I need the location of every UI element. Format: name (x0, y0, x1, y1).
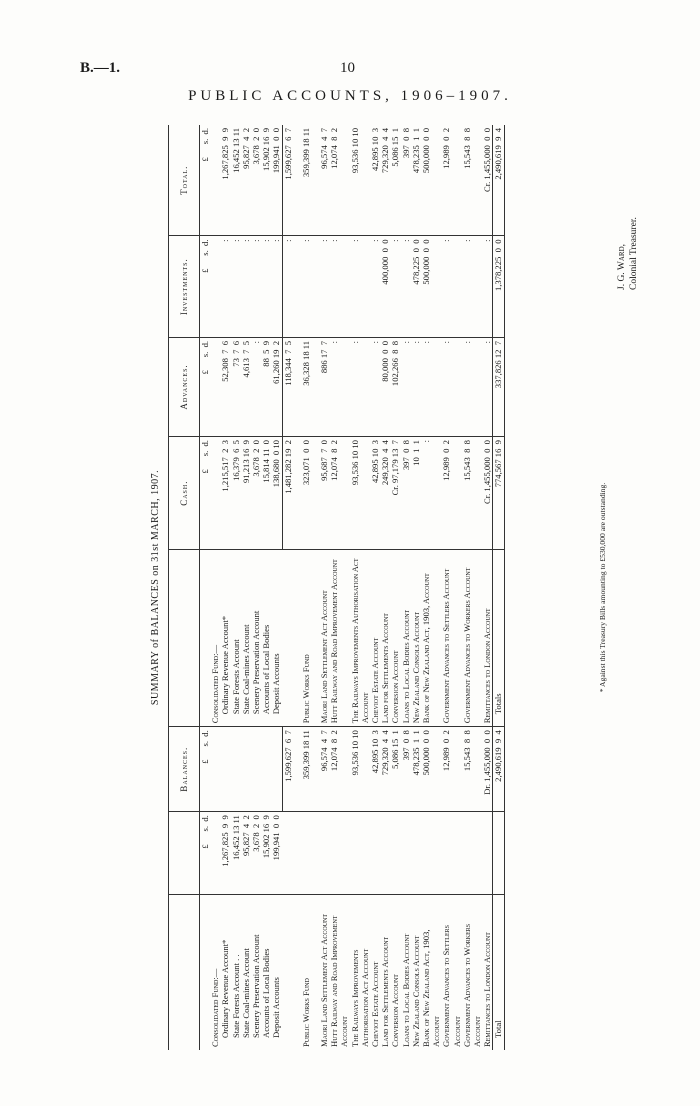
right-total: 397 0 8 (401, 125, 411, 236)
right-total: Cr. 1,455,000 0 0 (482, 125, 493, 236)
units-a: £ s. d. (200, 812, 211, 895)
account-row (421, 125, 441, 1050)
right-investments: : (441, 236, 461, 337)
left-account-balance: 500,000 0 0 (421, 727, 441, 812)
right-totals-label: Totals (493, 550, 504, 727)
right-account-label: Bank of New Zealand Act, 1903, Account (421, 550, 441, 727)
right-consolidated-label: Scenery Preservation Account (251, 550, 261, 727)
right-advances: : (411, 337, 421, 436)
left-balance-empty (261, 727, 271, 812)
right-total: 1,267,825 9 9 (220, 125, 230, 236)
account-row (390, 125, 400, 1050)
account-row (462, 125, 482, 1050)
right-advances: : (462, 337, 482, 436)
right-total: 12,989 0 2 (441, 125, 461, 236)
consolidated-row (261, 125, 271, 1050)
right-consolidated-label: Ordinary Revenue Account* (220, 550, 230, 727)
right-total: 42,895 10 3 (370, 125, 380, 236)
right-cash: Cr. 97,179 13 7 (390, 437, 400, 550)
right-advances: 61,260 19 2 (271, 337, 282, 436)
left-a-empty (482, 812, 493, 895)
left-balance-empty (220, 727, 230, 812)
right-advances: : (421, 337, 441, 436)
account-row (319, 125, 329, 1050)
right-total-cash: 774,567 16 9 (493, 437, 504, 550)
right-cash: 138,680 0 10 (271, 437, 282, 550)
left-account-label: Cheviot Estate Account (370, 961, 381, 1047)
account-row (380, 125, 390, 1050)
right-advances: : (441, 337, 461, 436)
right-investments: : (319, 236, 329, 337)
left-a-empty (441, 812, 461, 895)
summary-rotated-page (146, 125, 639, 1050)
right-total: 96,574 4 7 (319, 125, 329, 236)
left-consolidated-label: Deposit Accounts (271, 977, 282, 1038)
right-total: 3,678 2 0 (251, 125, 261, 236)
right-account-label: Remittances to London Account (482, 550, 493, 727)
right-advances: : (401, 337, 411, 436)
left-consolidated-amount: 199,941 0 0 (271, 812, 282, 895)
right-cash: Cr. 1,455,000 0 0 (482, 437, 493, 550)
units-inv: £ s. d. (200, 236, 211, 337)
right-cash: 10 1 1 (411, 437, 421, 550)
units-tot: £ s. d. (200, 125, 211, 236)
left-consolidated-amount: 15,902 16 9 (261, 812, 271, 895)
left-a-empty (350, 812, 370, 895)
right-public-works-cash: 323,071 0 0 (301, 437, 311, 550)
page-header (0, 0, 700, 120)
header-row (169, 125, 200, 1050)
right-cash: 15,814 11 0 (261, 437, 271, 550)
right-consolidated-label: State Coal-mines Account (241, 550, 251, 727)
right-total: 478,235 1 1 (411, 125, 421, 236)
right-investments: : (370, 236, 380, 337)
left-total-label: Total (493, 894, 504, 1050)
right-investments: : (462, 236, 482, 337)
account-row (482, 125, 493, 1050)
right-cash: 12,989 0 2 (441, 437, 461, 550)
left-account-label: Loans to Local Bodies Account (400, 933, 411, 1047)
left-a-empty (319, 812, 329, 895)
right-cash: 249,320 4 4 (380, 437, 390, 550)
consolidated-subtotal-row (282, 125, 293, 1050)
left-account-balance: 397 0 8 (401, 727, 411, 812)
right-investments: 400,000 0 0 (380, 236, 390, 337)
left-account-balance: 15,543 8 8 (462, 727, 482, 812)
left-a-empty (380, 812, 390, 895)
right-consolidated-label: Accounts of Local Bodies (261, 550, 271, 727)
right-public-works-tot: 359,399 18 11 (301, 125, 311, 236)
left-a-empty (421, 812, 441, 895)
right-account-label: The Railways Improvements Authorisation Act Account (350, 550, 370, 727)
right-advances: : (370, 337, 380, 436)
left-account-label: Bank of New Zealand Act, 1903, Account (421, 929, 442, 1047)
right-cash: 12,074 8 2 (329, 437, 349, 550)
other-accounts-rows (319, 125, 493, 1050)
right-account-label: Hutt Railway and Road Improvement Account (329, 550, 349, 727)
summary-title: SUMMARY of BALANCES on 31st MARCH, 1907. (150, 469, 161, 706)
left-a-empty (329, 812, 349, 895)
header-blank-a (169, 812, 200, 895)
footnote: * Against this Treasury Bills amounting to £530,000 are outstanding. (598, 482, 607, 693)
left-balance-empty (241, 727, 251, 812)
left-account-label: Hutt Railway and Road Improvement Account (329, 915, 350, 1047)
right-public-works-label: Public Works Fund (301, 550, 311, 727)
consolidated-row (251, 125, 261, 1050)
left-account-balance: 12,074 8 2 (329, 727, 349, 812)
left-account-balance: 12,989 0 2 (441, 727, 461, 812)
right-investments: : (220, 236, 230, 337)
header-blank-right (169, 550, 200, 727)
right-investments: : (241, 236, 251, 337)
right-investments: : (329, 236, 349, 337)
header-balances: Balances. (169, 727, 200, 812)
left-balance-empty (251, 727, 261, 812)
right-account-label: Loans to Local Bodies Account (401, 550, 411, 727)
right-total: 16,452 13 11 (231, 125, 241, 236)
right-cash: 91,213 16 9 (241, 437, 251, 550)
right-account-label: New Zealand Consols Account (411, 550, 421, 727)
right-cons-total-inv: : (282, 236, 293, 337)
right-cons-total-tot: 1,599,627 6 7 (282, 125, 293, 236)
right-advances: 102,266 8 8 (390, 337, 400, 436)
right-investments: : (390, 236, 400, 337)
public-works-row (301, 125, 311, 1050)
left-a-empty (370, 812, 380, 895)
right-cash: 397 0 8 (401, 437, 411, 550)
right-total: 95,827 4 2 (241, 125, 251, 236)
left-account-balance: 96,574 4 7 (319, 727, 329, 812)
units-adv: £ s. d. (200, 337, 211, 436)
right-cons-total-adv: 118,344 7 5 (282, 337, 293, 436)
left-account-balance: 42,895 10 3 (370, 727, 380, 812)
right-total: 12,074 8 2 (329, 125, 349, 236)
left-a-empty (411, 812, 421, 895)
right-advances: : (482, 337, 493, 436)
left-public-works-amount: 359,399 18 11 (301, 727, 311, 812)
left-account-label: Government Advances to Workers Account (461, 923, 483, 1047)
signature-title: Colonial Treasurer. (629, 217, 639, 290)
account-row (441, 125, 461, 1050)
header-cash: Cash. (169, 437, 200, 550)
units-cash: £ s. d. (200, 437, 211, 550)
page-number: 10 (340, 60, 355, 76)
right-cash: 1,215,517 2 3 (220, 437, 230, 550)
consolidated-row (241, 125, 251, 1050)
left-grand-total: 2,490,619 9 4 (493, 727, 504, 812)
right-advances: 52,308 7 6 (220, 337, 230, 436)
right-investments: : (251, 236, 261, 337)
right-consolidated-label: Deposit Accounts (271, 550, 282, 727)
right-advances: 88 5 9 (261, 337, 271, 436)
left-account-label: The Railways Improvements Authorisation Act Account (349, 948, 370, 1047)
consolidated-row (231, 125, 241, 1050)
account-row (370, 125, 380, 1050)
right-consolidated-title: Consolidated Fund:— (210, 550, 220, 727)
left-consolidated-label: State Forests Account . . (230, 954, 241, 1038)
right-account-label: Maori Land Settlement Act Account (319, 550, 329, 727)
right-total: 500,000 0 0 (421, 125, 441, 236)
left-public-works-label: Public Works Fund (300, 978, 311, 1047)
left-a-empty (390, 812, 400, 895)
right-cash: 95,687 7 0 (319, 437, 329, 550)
right-investments: : (350, 236, 370, 337)
account-row (329, 125, 349, 1050)
balances-table (168, 125, 505, 1050)
account-row (401, 125, 411, 1050)
right-cash: 16,379 6 5 (231, 437, 241, 550)
page-title: PUBLIC ACCOUNTS, 1906–1907. (188, 88, 512, 104)
left-account-label: Government Advances to Settlers Account (441, 925, 462, 1047)
right-total: 5,086 15 1 (390, 125, 400, 236)
left-account-label: Conversion Account (390, 974, 401, 1047)
left-account-balance: 5,086 15 1 (390, 727, 400, 812)
right-account-label: Land for Settlements Account (380, 550, 390, 727)
header-total: Total. (169, 125, 200, 236)
units-row (200, 125, 211, 1050)
right-investments: : (401, 236, 411, 337)
left-consolidated-label: Scenery Preservation Account (251, 934, 262, 1038)
right-investments: 500,000 0 0 (421, 236, 441, 337)
left-account-balance: 93,536 10 10 (350, 727, 370, 812)
total-row (493, 125, 504, 1050)
left-consolidated-title: Consolidated Fund:— (210, 968, 221, 1047)
consolidated-rows (220, 125, 282, 1050)
right-total: 15,543 8 8 (462, 125, 482, 236)
right-public-works-adv: 36,328 18 11 (301, 337, 311, 436)
right-total: 93,536 10 10 (350, 125, 370, 236)
left-a-empty (462, 812, 482, 895)
consolidated-title-row (210, 125, 220, 1050)
consolidated-row (271, 125, 282, 1050)
right-cash: : (421, 437, 441, 550)
header-blank-left (169, 894, 200, 1050)
left-balance-empty (271, 727, 282, 812)
left-a-empty (401, 812, 411, 895)
right-investments: : (261, 236, 271, 337)
right-advances: : (251, 337, 261, 436)
left-consolidated-amount: 1,267,825 9 9 (220, 812, 230, 895)
right-total: 729,320 4 4 (380, 125, 390, 236)
right-account-label: Government Advances to Settlers Account (441, 550, 461, 727)
right-total-adv: 337,826 12 7 (493, 337, 504, 436)
left-consolidated-label: Accounts of Local Bodies (261, 948, 272, 1038)
right-consolidated-label: State Forests Account (231, 550, 241, 727)
right-cash: 15,543 8 8 (462, 437, 482, 550)
right-account-label: Conversion Account (390, 550, 400, 727)
left-account-label: New Zealand Consols Account (410, 935, 421, 1047)
account-row (411, 125, 421, 1050)
left-account-label: Land for Settlements Account (380, 936, 391, 1047)
header-advances: Advances. (169, 337, 200, 436)
right-total: 15,902 16 9 (261, 125, 271, 236)
left-account-label: Remittances to London Account (482, 932, 493, 1047)
right-investments: : (231, 236, 241, 337)
left-consolidated-amount: 95,827 4 2 (241, 812, 251, 895)
units-b: £ s. d. (200, 727, 211, 812)
right-advances: 886 17 7 (319, 337, 329, 436)
left-consolidated-amount: 3,678 2 0 (251, 812, 261, 895)
right-investments: : (482, 236, 493, 337)
signature-block (616, 217, 640, 290)
right-cash: 3,678 2 0 (251, 437, 261, 550)
right-advances: 4,613 7 5 (241, 337, 251, 436)
left-account-balance: 478,235 1 1 (411, 727, 421, 812)
right-advances: : (350, 337, 370, 436)
right-total-tot: 2,490,619 9 4 (493, 125, 504, 236)
consolidated-row (220, 125, 230, 1050)
right-total-inv: 1,378,225 0 0 (493, 236, 504, 337)
left-account-balance: 729,320 4 4 (380, 727, 390, 812)
right-public-works-inv: : (301, 236, 311, 337)
left-balance-empty (231, 727, 241, 812)
right-advances: 80,000 0 0 (380, 337, 390, 436)
left-consolidated-amount: 16,452 13 11 (231, 812, 241, 895)
right-cons-total-cash: 1,481,282 19 2 (282, 437, 293, 550)
left-account-label: Maori Land Settlement Act Account (319, 913, 330, 1047)
left-consolidated-label: Ordinary Revenue Account* (220, 939, 231, 1038)
right-total: 199,941 0 0 (271, 125, 282, 236)
right-advances: : (329, 337, 349, 436)
header-investments: Investments. (169, 236, 200, 337)
right-advances: 73 7 6 (231, 337, 241, 436)
left-consolidated-label: State Coal-mines Account (240, 948, 251, 1038)
right-investments: 478,225 0 0 (411, 236, 421, 337)
right-cash: 42,895 10 3 (370, 437, 380, 550)
page-reference: B.—1. (80, 60, 121, 76)
right-account-label: Government Advances to Workers Account (462, 550, 482, 727)
right-investments: : (271, 236, 282, 337)
left-account-balance: Dr. 1,455,000 0 0 (482, 727, 493, 812)
right-cash: 93,536 10 10 (350, 437, 370, 550)
left-consolidated-total: 1,599,627 6 7 (282, 727, 293, 812)
signature-name: J. G. Ward, (617, 243, 627, 290)
account-row (350, 125, 370, 1050)
right-account-label: Cheviot Estate Account (370, 550, 380, 727)
